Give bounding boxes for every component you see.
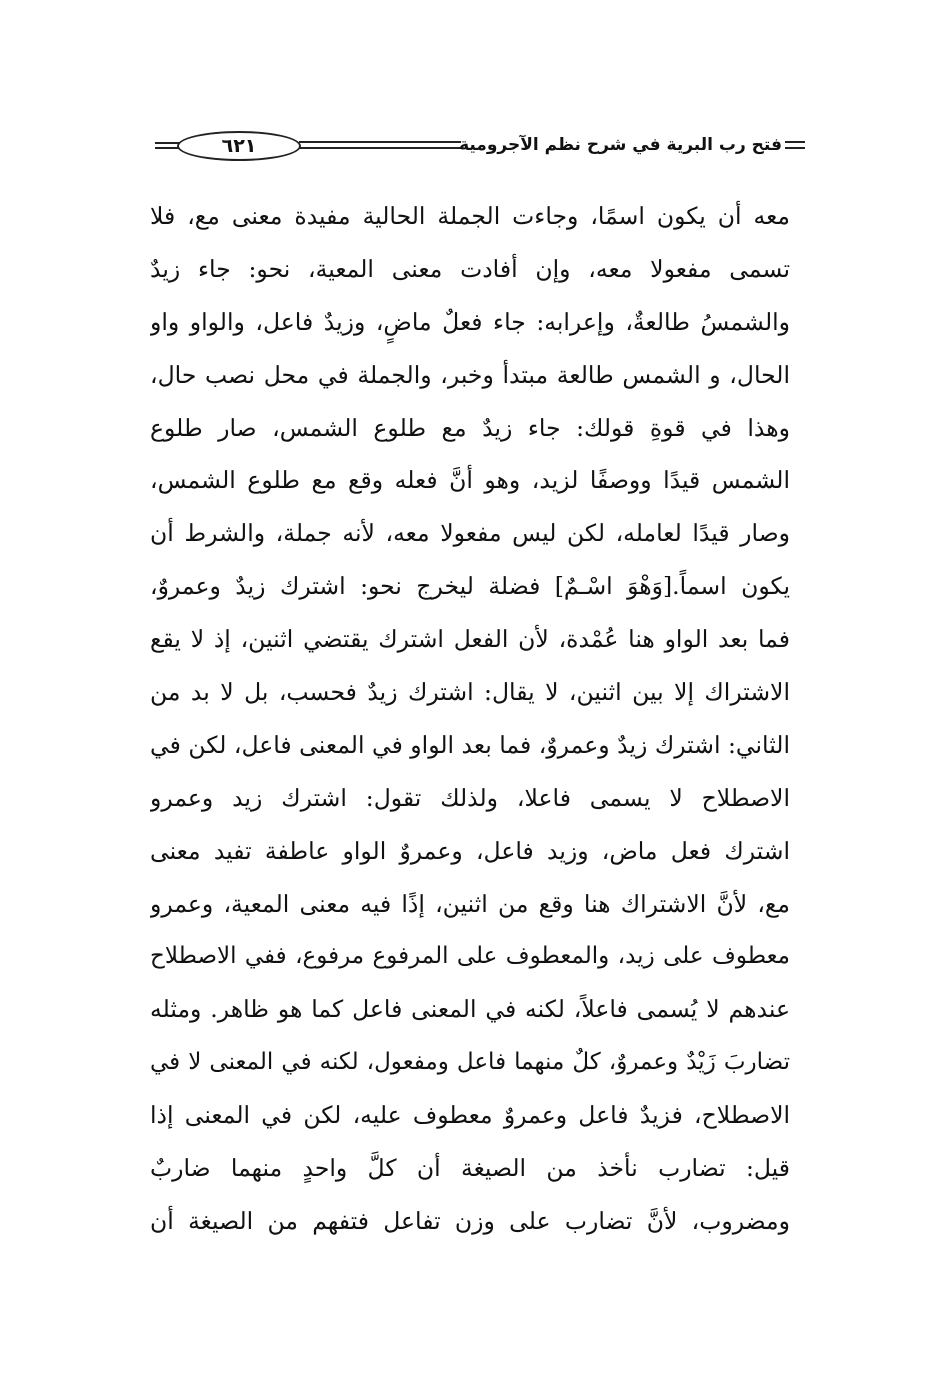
- text-line: وصار قيدًا لعامله، لكن ليس مفعولا معه، لأنه جملة، والشرط أن: [150, 519, 790, 548]
- text-line: الاصطلاح، فزيدٌ فاعل وعمروٌ معطوف عليه، لكن في المعنى إذا: [150, 1101, 790, 1130]
- text-line: ومضروب، لأنَّ تضارب على وزن تفاعل فتفهم من الصيغة أن: [150, 1206, 790, 1235]
- book-title: فتح رب البرية في شرح نظم الآجرومية: [459, 135, 782, 155]
- header-rule-middle-2: [299, 147, 461, 149]
- text-line: مع، لأنَّ الاشتراك هنا وقع من اثنين، إذًا فيه معنى المعية، وعمرو: [150, 889, 790, 918]
- text-line: والشمسُ طالعةٌ، وإعرابه: جاء فعلٌ ماضٍ، وزيدٌ فاعل، والواو واو: [150, 307, 790, 336]
- running-header: [155, 128, 805, 168]
- text-line: الشمس قيدًا ووصفًا لزيد، وهو أنَّ فعله وقع مع طلوع الشمس،: [150, 466, 790, 495]
- page-body: [150, 190, 790, 1248]
- text-line: وهذا في قوةِ قولك: جاء زيدٌ مع طلوع الشمس، صار طلوع: [150, 413, 790, 442]
- text-line: الثاني: اشترك زيدٌ وعمروٌ، فما بعد الواو في المعنى فاعل، لكن في: [150, 730, 790, 759]
- text-line: يكون اسماً.[وَهْوَ اسْـمٌ] فضلة ليخرج نحو: اشترك زيدٌ وعمروٌ،: [150, 572, 790, 601]
- text-line: الاصطلاح لا يسمى فاعلا، ولذلك تقول: اشترك زيد وعمرو: [150, 783, 790, 812]
- header-rule-middle: [299, 141, 461, 143]
- text-line: معه أن يكون اسمًا، وجاءت الجملة الحالية مفيدة معنى مع، فلا: [150, 202, 790, 230]
- text-line: الحال، و الشمس طالعة مبتدأ وخبر، والجملة في محل نصب حال،: [150, 360, 790, 389]
- header-rule-right: [785, 141, 805, 143]
- text-line: تسمى مفعولا معه، وإن أفادت معنى المعية، نحو: جاء زيدٌ: [150, 254, 790, 283]
- header-rule-right-2: [785, 147, 805, 149]
- text-line: تضاربَ زَيْدٌ وعمروٌ، كلٌ منهما فاعل ومفعول، لكنه في المعنى لا في: [150, 1049, 790, 1076]
- text-line: قيل: تضارب نأخذ من الصيغة أن كلَّ واحدٍ منهما ضاربٌ: [150, 1154, 790, 1183]
- text-line: فما بعد الواو هنا عُمْدة، لأن الفعل اشترك يقتضي اثنين، إذ لا يقع: [150, 625, 790, 654]
- text-line: عندهم لا يُسمى فاعلاً، لكنه في المعنى فاعل كما هو ظاهر. ومثله: [150, 995, 790, 1024]
- page-number-oval: [177, 131, 301, 161]
- page-number: ٦٢١: [221, 135, 257, 157]
- text-line: الاشتراك إلا بين اثنين، لا يقال: اشترك زيدٌ فحسب، بل لا بد من: [150, 678, 790, 707]
- text-line: اشترك فعل ماض، وزيد فاعل، وعمروٌ الواو عاطفة تفيد معنى: [150, 836, 790, 865]
- text-line: معطوف على زيد، والمعطوف على المرفوع مرفوع، ففي الاصطلاح: [150, 943, 790, 970]
